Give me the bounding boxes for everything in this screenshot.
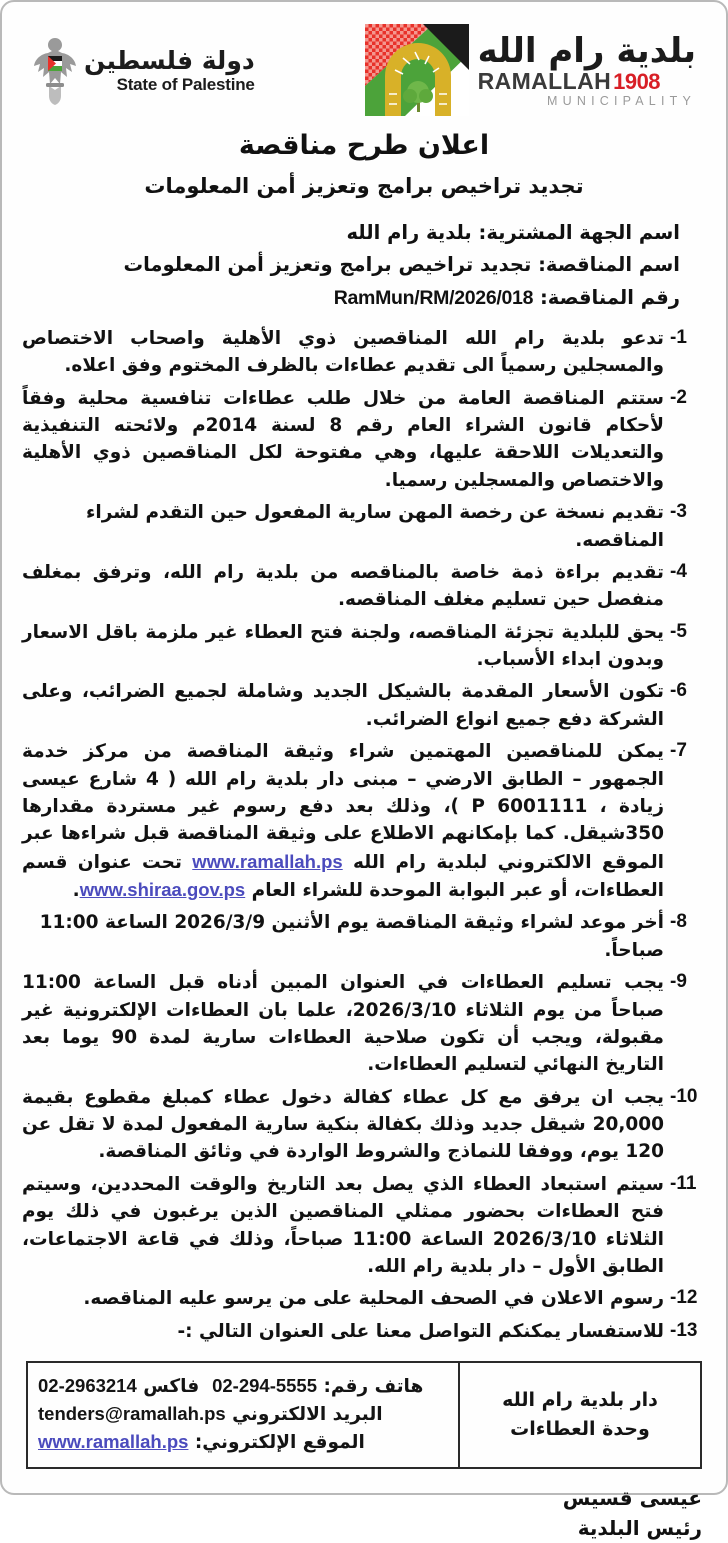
palestine-logo-english-text: State of Palestine	[116, 75, 255, 95]
clause-number: -12	[670, 1287, 698, 1309]
page-subtitle: تجديد تراخيص برامج وتعزيز أمن المعلومات	[144, 174, 584, 198]
clause-item	[22, 1285, 704, 1312]
clause-item	[22, 1318, 704, 1345]
clause-text: تقديم نسخة عن رخصة المهن سارية المفعول حين التقدم لشراء المناقصه.	[85, 502, 664, 551]
clause-item	[22, 969, 704, 1079]
email-value[interactable]: tenders@ramallah.ps	[38, 1403, 226, 1425]
clause-text: سيتم استبعاد العطاء الذي يصل بعد التاريخ والوقت المحددين، وسيتم فتح العطاءات بحضور ممثلي المناقصين الذين يرغبون في ذلك يوم الثلاثاء 2026/3/10 الساعة 11:00 صباحاً، وذلك في قاعة الاجتماعات، الطابق الأول – دار بلدية رام الله.	[22, 1173, 664, 1277]
clause-item	[22, 619, 704, 674]
clause-text: ستتم المناقصة العامة من خلال طلب عطاءات تنافسية محلية وفقاً لأحكام قانون الشراء العام رقم 8 لسنة 2014م ولائحته التنفيذية والتعديلات اللاحقة عليها، وهي مفتوحة لكل المناقصين ذوي الأهلية والاختصاص والمسجلين رسميا.	[22, 387, 664, 491]
clause-item	[22, 909, 704, 964]
contact-details-cell	[28, 1363, 458, 1467]
tender-number-value: RamMun/RM/2026/018	[333, 286, 534, 309]
page-title: اعلان طرح مناقصة	[238, 130, 490, 161]
ramallah-website-link[interactable]: www.ramallah.ps	[192, 850, 343, 872]
clause-text: أخر موعد لشراء وثيقة المناقصة يوم الأثنين 2026/3/9 الساعة 11:00 صباحاً.	[39, 912, 664, 961]
clause-number: -9	[670, 971, 687, 993]
clause-item	[22, 325, 704, 380]
contact-phone-row	[38, 1373, 423, 1401]
signature-position: رئيس البلدية	[577, 1516, 702, 1541]
clause-number: -10	[670, 1085, 698, 1107]
clause-number: -5	[670, 620, 687, 642]
clause-text: رسوم الاعلان في الصحف المحلية على من يرسو عليه المناقصه.	[83, 1288, 664, 1310]
tender-meta-block	[18, 220, 710, 311]
clause-number: -6	[670, 680, 687, 702]
clause-text: تكون الأسعار المقدمة بالشيكل الجديد وشاملة لجميع الضرائب، وعلى الشركة دفع جميع انواع الضرائب.	[22, 681, 664, 730]
clause-number: -13	[670, 1319, 698, 1341]
tender-name-line	[32, 252, 680, 278]
tender-number-label: رقم المناقصة:	[539, 285, 680, 309]
fax-value: 02-2963214	[38, 1375, 137, 1397]
contact-email-row	[38, 1401, 383, 1429]
phone-value: 02-294-5555	[212, 1375, 318, 1397]
website-label: الموقع الإلكتروني:	[194, 1431, 365, 1453]
contact-office-line1: دار بلدية رام الله	[502, 1388, 658, 1411]
clause-number: -3	[670, 501, 687, 523]
tender-number-line	[32, 285, 680, 311]
clause-item	[22, 1171, 704, 1281]
buyer-value: بلدية رام الله	[346, 221, 472, 244]
phone-label: هاتف رقم:	[323, 1376, 424, 1398]
signature-block	[18, 1483, 710, 1543]
clause-text: تدعو بلدية رام الله المناقصين ذوي الأهلية واصحاب الاختصاص والمسجلين رسمياً الى تقديم عطاءات بالظرف المختوم وفق اعلاه.	[22, 327, 664, 377]
ramallah-logo-subtitle: MUNICIPALITY	[547, 93, 696, 108]
clause-text	[22, 738, 664, 904]
clause-7-text-part1: يمكن للمناقصين المهتمين شراء وثيقة المناقصة من مركز خدمة الجمهور – الطابق الارضي – مبنى دار بلدية رام الله ( 4 شارع عيسى زيادة ، 6001111 P )، وذلك بعد دفع رسوم غير مستردة مقدارها 350شيقل. كما بإمكانهم الاطلاع على وثيقة المناقصة قبل شراءها عبر الموقع الالكتروني لبلدية رام الله	[22, 741, 664, 873]
contact-website-link[interactable]: www.ramallah.ps	[38, 1430, 189, 1452]
page-header	[18, 2, 710, 122]
clause-number: -8	[670, 911, 687, 933]
clause-item	[22, 385, 704, 495]
ramallah-logo-arabic-text: بلدية رام الله	[477, 30, 696, 71]
title-block	[18, 130, 710, 198]
contact-table	[26, 1361, 702, 1469]
tender-name-label: اسم المناقصة:	[538, 253, 680, 277]
clause-text: للاستفسار يمكنكم التواصل معنا على العنوان التالي :-	[177, 1320, 664, 1342]
ramallah-municipality-logo	[365, 24, 696, 116]
email-label: البريد الالكتروني	[232, 1404, 383, 1426]
buyer-label: اسم الجهة المشترية:	[478, 221, 680, 244]
clause-text: يحق للبلدية تجزئة المناقصه، ولجنة فتح العطاء غير ملزمة باقل الاسعار وبدون ابداء الأسباب.	[22, 621, 664, 671]
clause-number: -1	[670, 326, 687, 348]
clause-list	[18, 325, 710, 1345]
clause-item	[22, 1084, 704, 1166]
ramallah-logo-year: 1908	[613, 68, 661, 94]
contact-office-cell	[458, 1363, 700, 1467]
clause-number: -7	[670, 740, 687, 762]
buyer-line	[32, 220, 680, 246]
clause-item	[22, 738, 704, 904]
clause-7-text-part3: .	[72, 880, 80, 902]
clause-number: -11	[670, 1172, 697, 1194]
ramallah-municipality-arch-tree-logo-icon	[365, 24, 469, 116]
tender-name-value: تجديد تراخيص برامج وتعزيز أمن المعلومات	[123, 253, 532, 277]
signature-name: عيسى قسيس	[562, 1486, 702, 1511]
shiraa-portal-link[interactable]: www.shiraa.gov.ps	[79, 879, 246, 901]
contact-website-row	[38, 1429, 365, 1457]
state-of-palestine-logo	[32, 34, 255, 108]
clause-item	[22, 678, 704, 733]
palestine-eagle-emblem-icon	[32, 34, 78, 108]
clause-text: يجب تسليم العطاءات في العنوان المبين أدناه قبل الساعة 11:00 صباحاً من يوم الثلاثاء 2026/3/10، علما بان العطاءات الإلكترونية غير مقبولة، ويجب أن تكون صلاحية العطاءات سارية لمدة 90 يوما بعد التاريخ النهائي لتسليم العطاءات.	[22, 972, 664, 1076]
clause-item	[22, 559, 704, 614]
clause-text: يجب ان يرفق مع كل عطاء كفالة دخول عطاء كمبلغ مقطوع بقيمة 20,000 شيقل جديد وذلك بكفالة بنكية سارية المفعول لمدة لا تقل عن 120 يوم، ووفقا للنماذج والشروط الواردة في وثائق المناقصة.	[22, 1086, 664, 1163]
contact-office-line2: وحدة العطاءات	[510, 1418, 650, 1441]
ramallah-logo-english-text: RAMALLAH	[477, 67, 612, 94]
clause-item	[22, 499, 704, 554]
clause-text: تقديم براءة ذمة خاصة بالمناقصه من بلدية رام الله، وترفق بمغلف منفصل حين تسليم مغلف المناقصه.	[22, 561, 664, 611]
clause-7-text-part2: تحت عنوان قسم العطاءات، أو عبر البوابة الموحدة للشراء العام	[22, 851, 664, 902]
clause-number: -2	[670, 386, 687, 408]
clause-number: -4	[670, 560, 687, 582]
palestine-logo-arabic-text: دولة فلسطين	[84, 46, 255, 76]
fax-label: فاكس	[143, 1376, 200, 1398]
